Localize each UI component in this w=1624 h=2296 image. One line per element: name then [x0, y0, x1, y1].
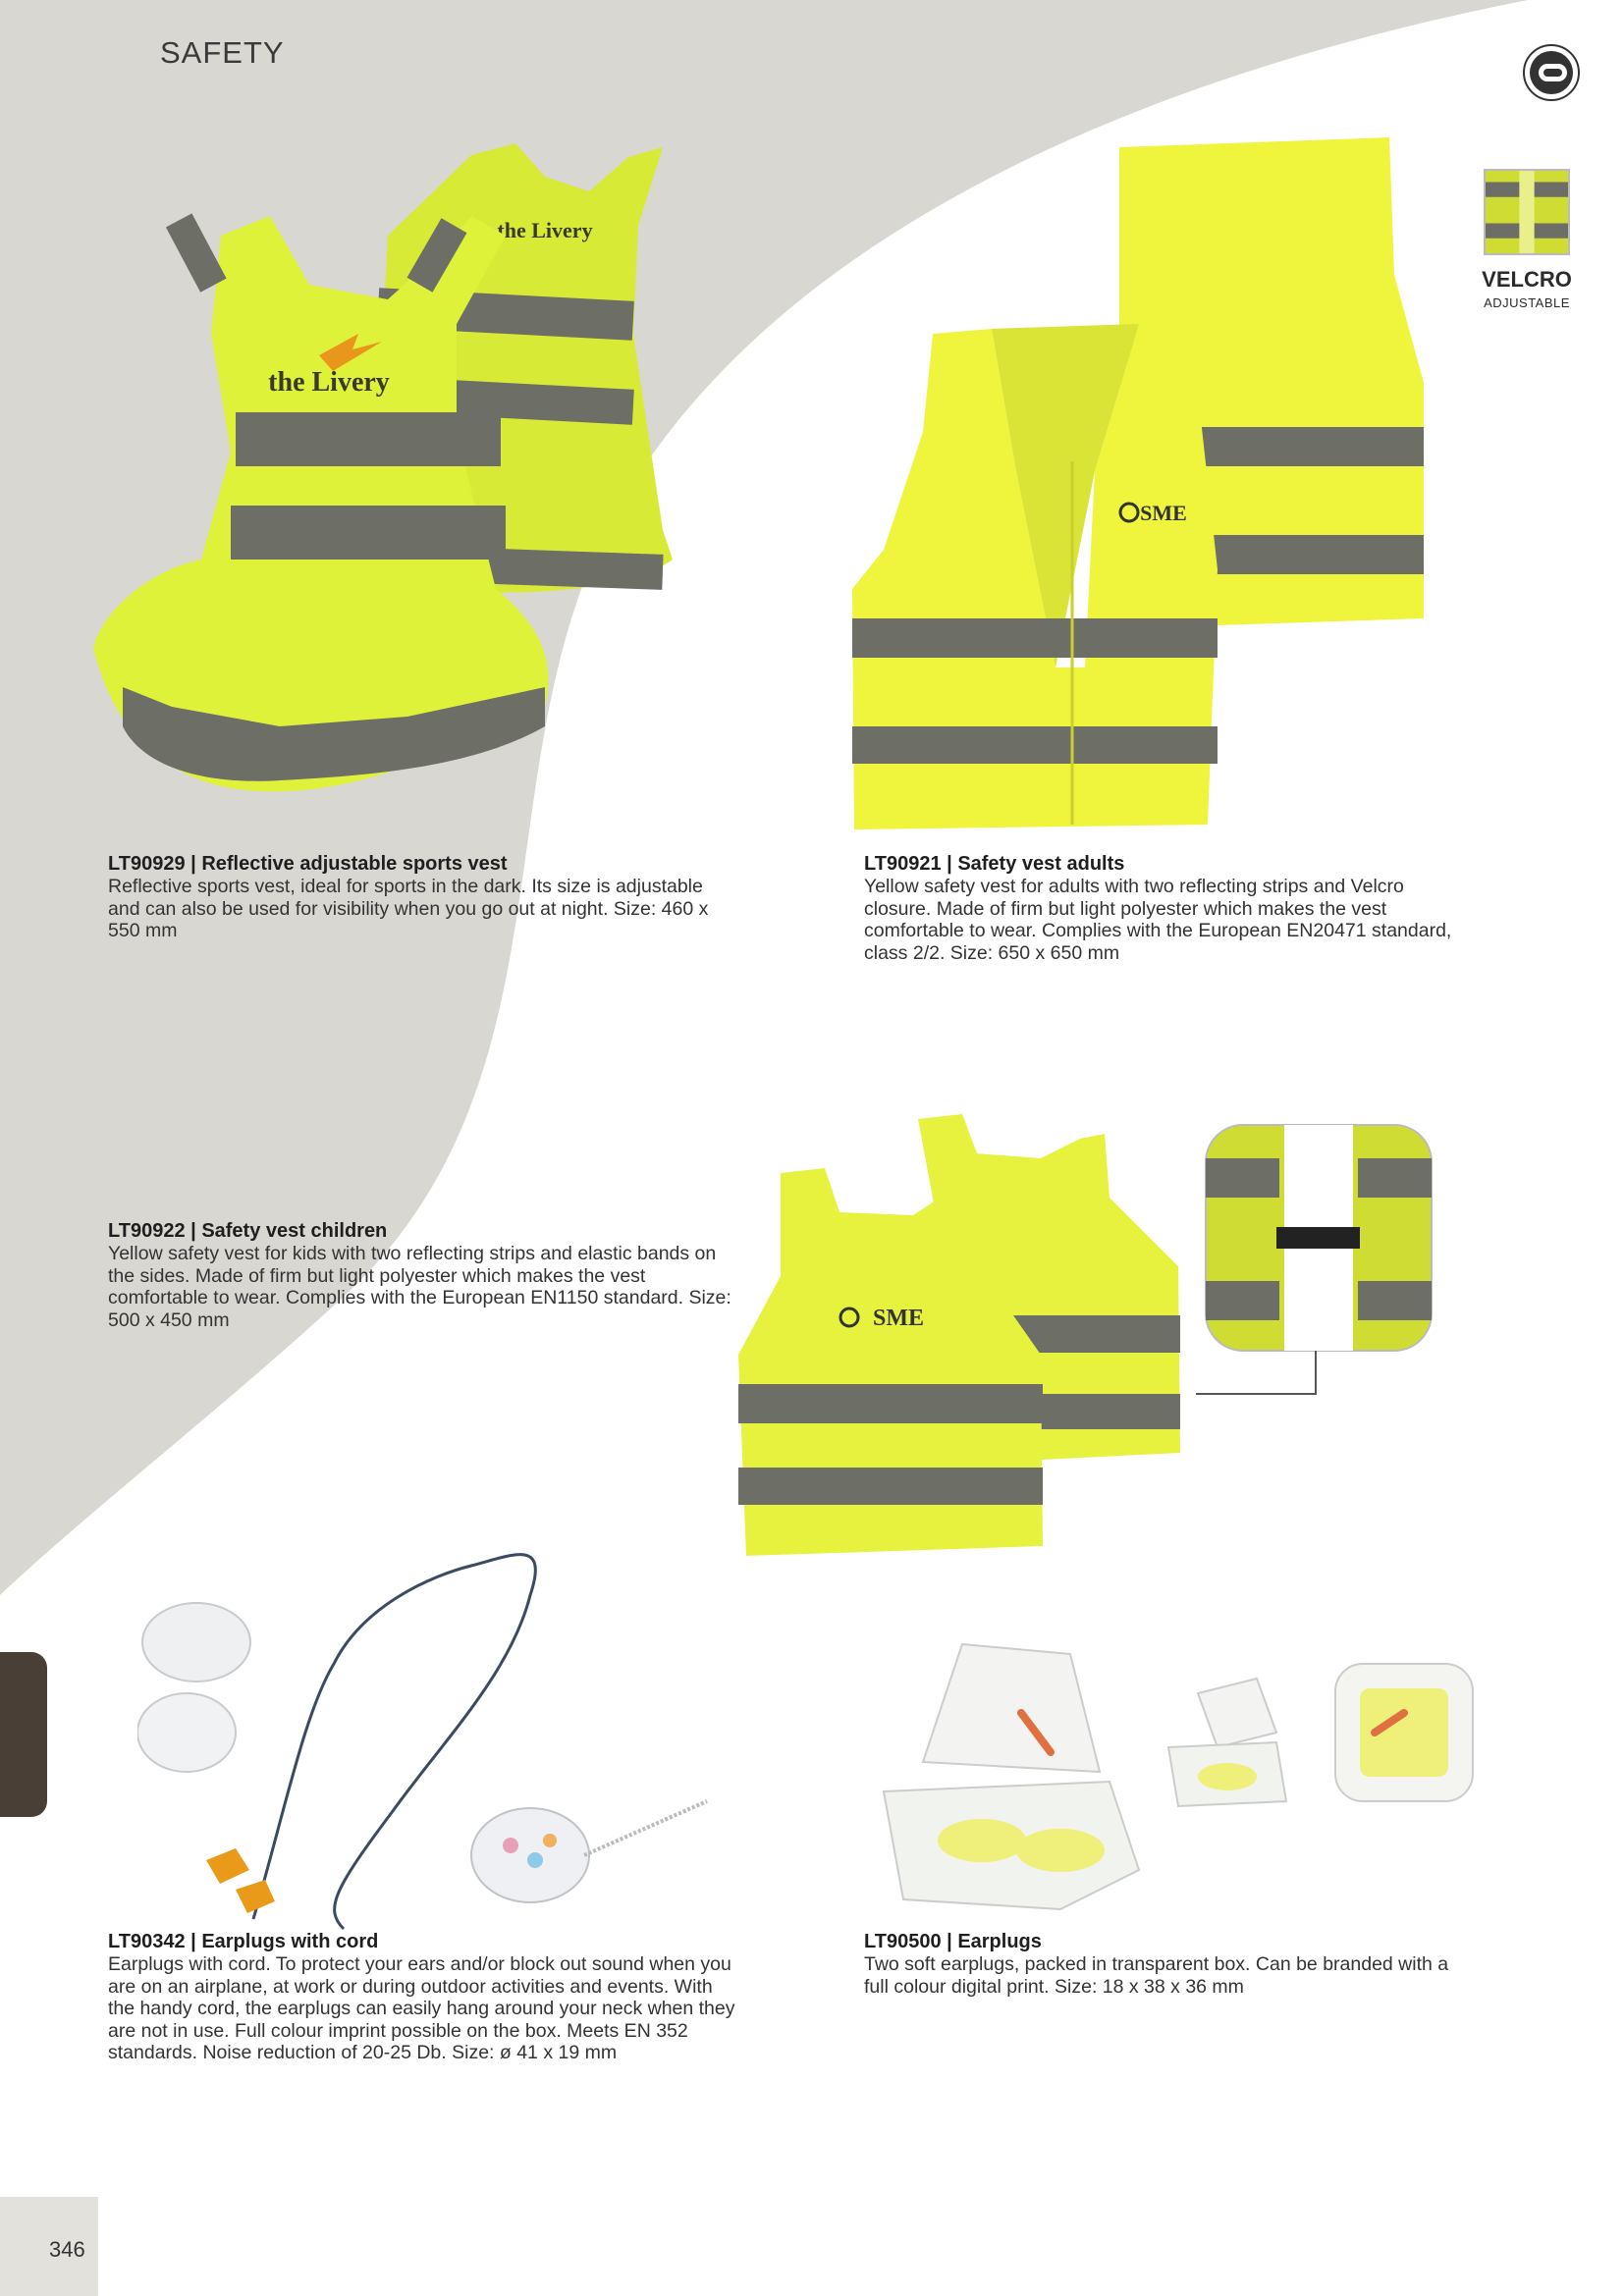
- svg-text:SME: SME: [1140, 501, 1187, 525]
- product-code: LT90921: [864, 853, 942, 875]
- product-description: Earplugs with cord. To protect your ears and/or block out sound when you are on an airplane, at work or during outdoor activities and events. With the handy cord, the earplugs can easily hang around your neck when they are not in use. Full colour imprint possible on the box. Meets EN 352 standards. Noise reduction of 20-25 Db. Size: ø 41 x 19 mm: [108, 1953, 735, 2063]
- brand-logo-icon: [1522, 43, 1581, 102]
- product-description: Reflective sports vest, ideal for sports in the dark. Its size is adjustable and can also be used for visibility when you go out at night. Size: 460 x 550 mm: [108, 876, 709, 941]
- product-lt90929: [108, 853, 736, 942]
- product-lt90922: [108, 1220, 736, 1331]
- product-title: LT90921 | Safety vest adults: [864, 853, 1125, 875]
- product-title: LT90500 | Earplugs: [864, 1931, 1042, 1952]
- product-name: Earplugs: [957, 1931, 1042, 1952]
- earplugs-cord-image: [137, 1517, 746, 1939]
- product-name: Earplugs with cord: [201, 1931, 379, 1952]
- product-title: LT90342 | Earplugs with cord: [108, 1931, 379, 1952]
- product-code: LT90929: [108, 853, 186, 875]
- adult-vest-image: [844, 137, 1502, 834]
- product-code: LT90342: [108, 1931, 186, 1952]
- product-code: LT90922: [108, 1220, 186, 1242]
- product-description: Two soft earplugs, packed in transparent box. Can be branded with a full colour digital print. Size: 18 x 38 x 36 mm: [864, 1953, 1449, 1998]
- product-code: LT90500: [864, 1931, 942, 1952]
- product-lt90921: [864, 853, 1473, 964]
- velcro-label: VELCRO: [1482, 267, 1572, 292]
- svg-text:the Livery: the Livery: [497, 218, 593, 242]
- sports-vest-image: [83, 137, 830, 825]
- product-title: LT90929 | Reflective adjustable sports vest: [108, 853, 508, 875]
- product-name: Safety vest children: [201, 1220, 388, 1242]
- page-number-box: [0, 2197, 98, 2296]
- product-lt90342: [108, 1931, 736, 2064]
- product-description: Yellow safety vest for adults with two reflecting strips and Velcro closure. Made of firm but light polyester which makes the vest comfortable to wear. Complies with the European EN20471 standard, class 2/2. Size: 650 x 650 mm: [864, 876, 1452, 964]
- product-name: Safety vest adults: [957, 853, 1125, 875]
- section-title: SAFETY: [160, 35, 285, 70]
- velcro-swatch-image: [1484, 169, 1570, 255]
- page-number: 346: [49, 2237, 85, 2262]
- children-vest-image: [727, 1099, 1453, 1571]
- svg-text:SME: SME: [872, 1306, 925, 1331]
- velcro-sublabel: ADJUSTABLE: [1484, 295, 1570, 310]
- product-lt90500: [864, 1931, 1473, 1998]
- svg-text:the Livery: the Livery: [268, 367, 390, 398]
- section-side-tab: [0, 1652, 47, 1817]
- earplugs-box-image: [864, 1634, 1502, 1914]
- product-name: Reflective adjustable sports vest: [201, 853, 508, 875]
- product-description: Yellow safety vest for kids with two reflecting strips and elastic bands on the sides. Made of firm but light polyester which makes the vest comfortable to wear. Complies with the European EN1150 standard. Size: 500 x 450 mm: [108, 1243, 731, 1331]
- product-title: LT90922 | Safety vest children: [108, 1220, 388, 1242]
